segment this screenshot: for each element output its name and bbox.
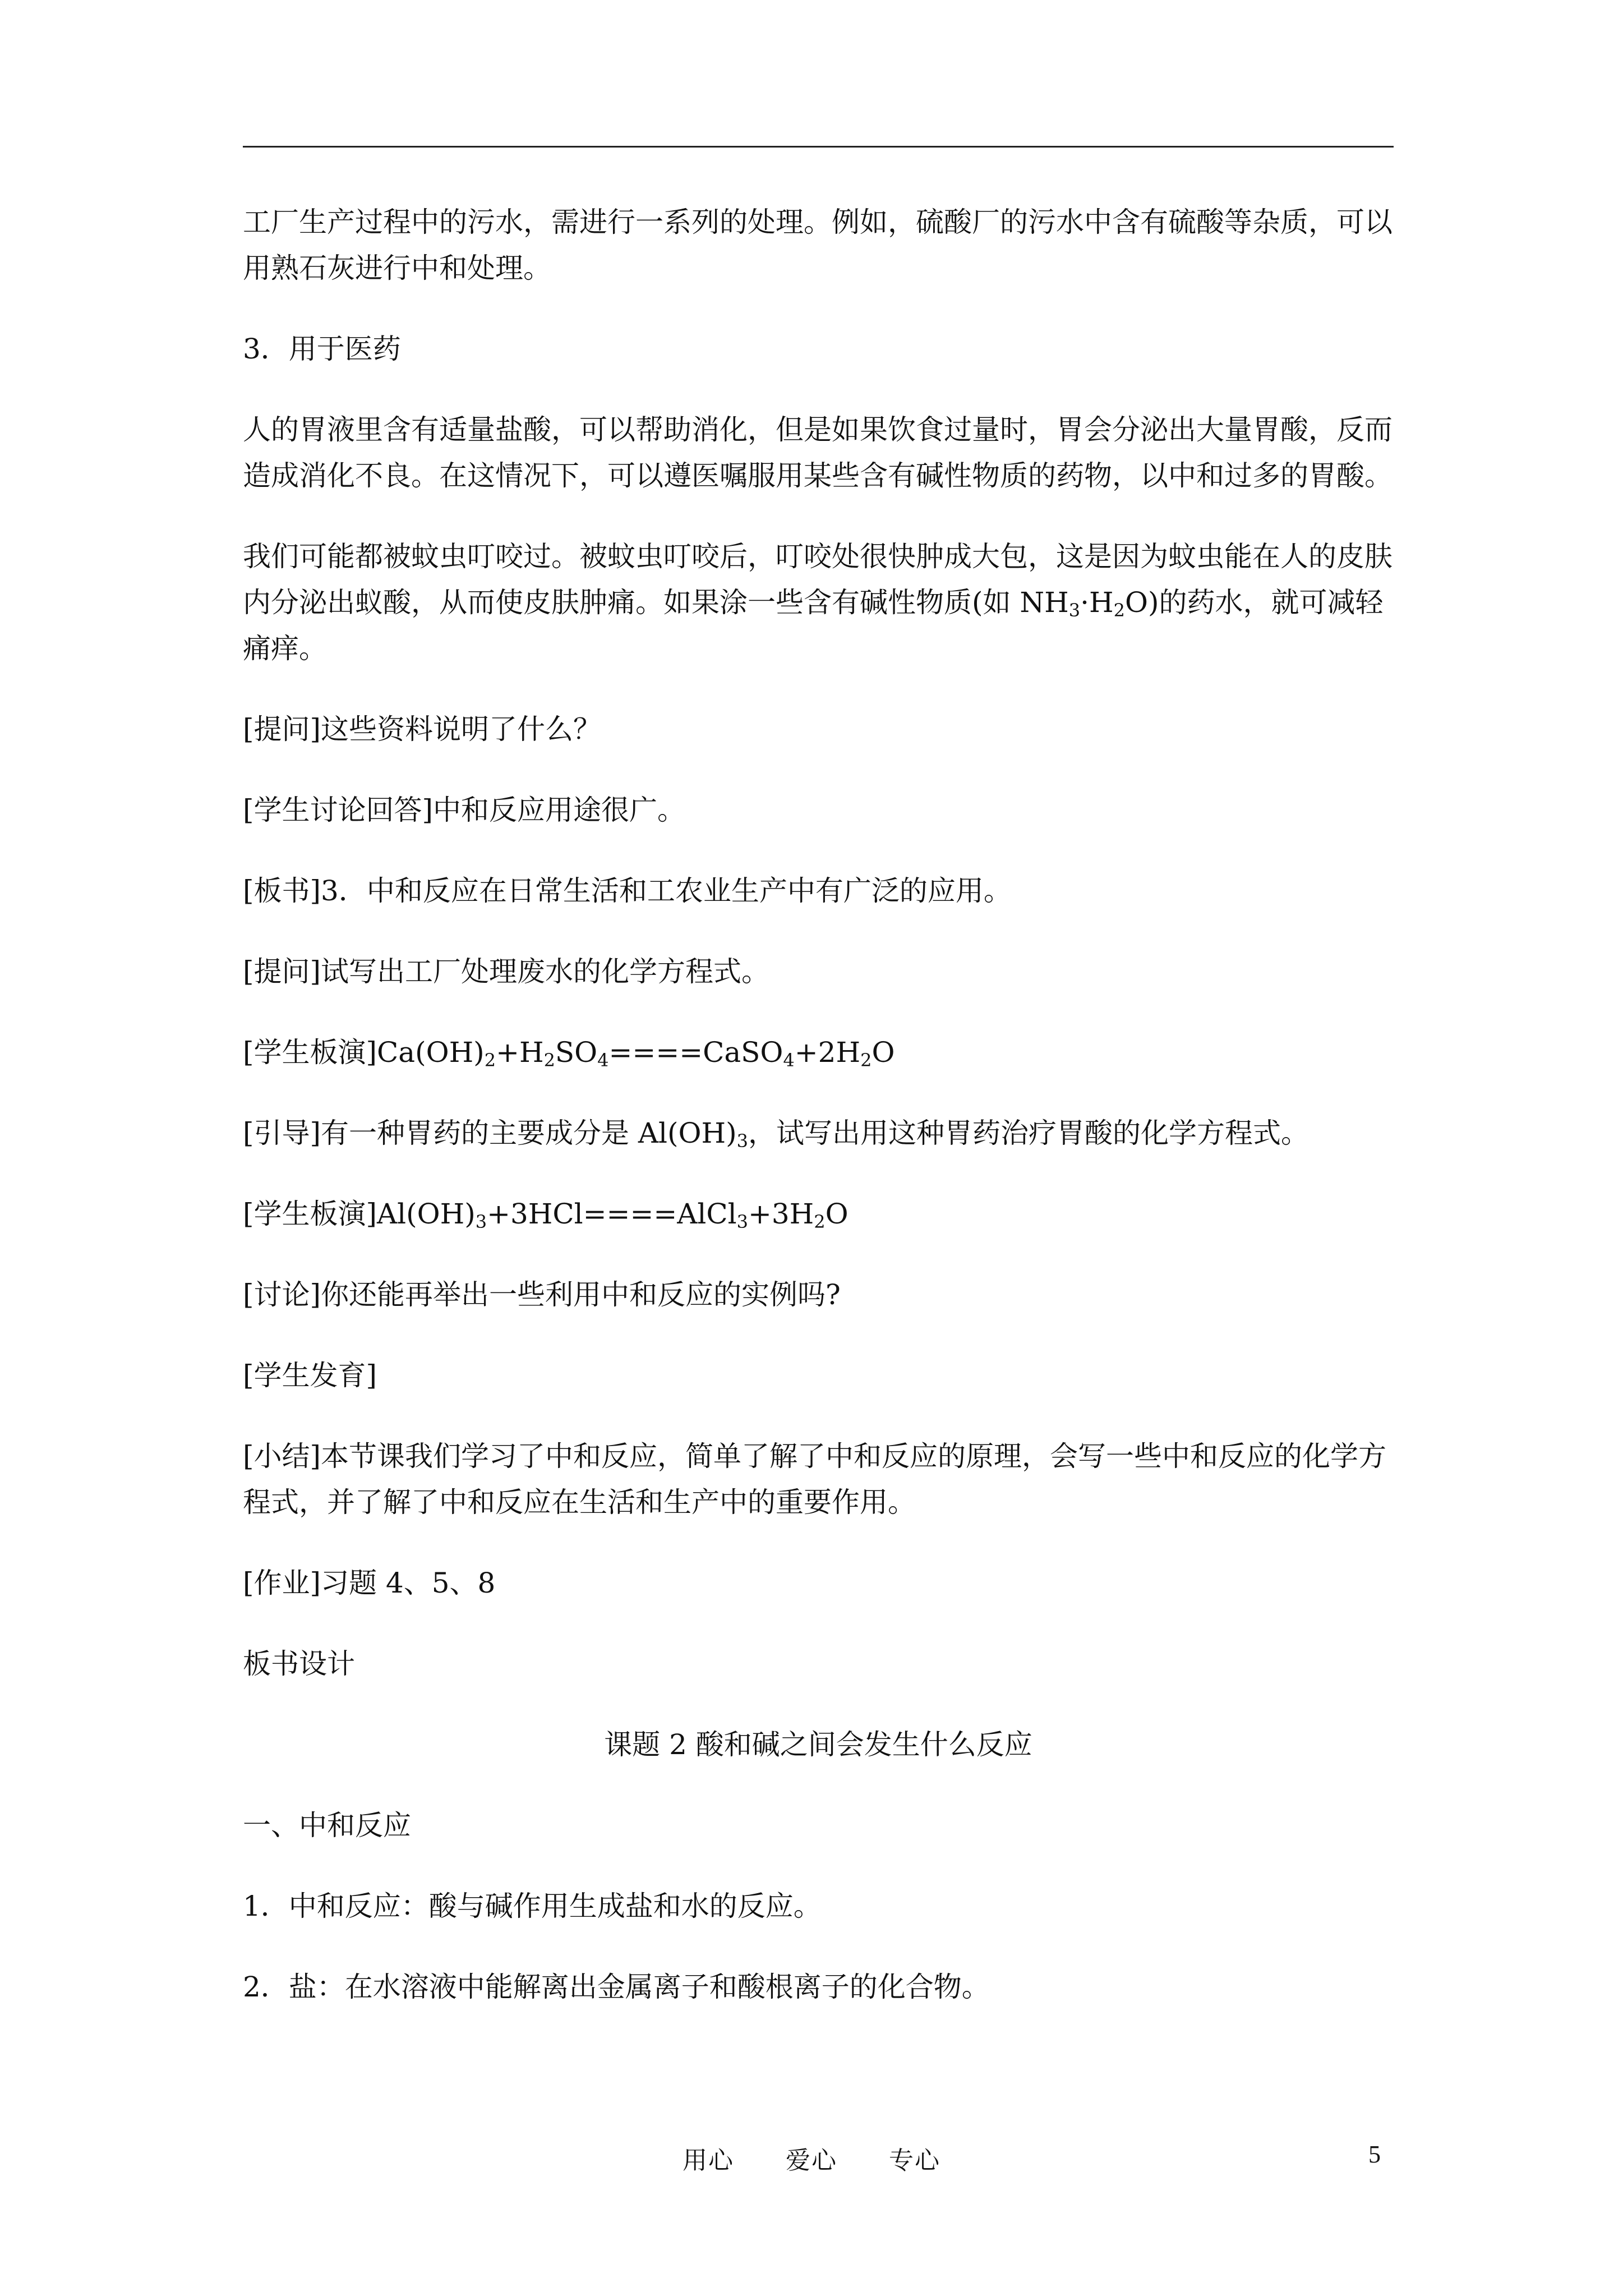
homework: [作业]习题 4、5、8	[243, 1567, 496, 1599]
document-body	[243, 199, 1394, 2045]
paragraph-stomach-acid: 人的胃液里含有适量盐酸，可以帮助消化，但是如果饮食过量时，胃会分泌出大量胃酸，反而造成消化不良。在这情况下，可以遵医嘱服用某些含有碱性物质的药物，以中和过多的胃酸。	[243, 413, 1393, 492]
section-neutralization: 一、中和反应	[243, 1809, 411, 1842]
lesson-title: 课题 2 酸和碱之间会发生什么反应	[604, 1728, 1032, 1761]
student-speak: [学生发育]	[243, 1359, 377, 1392]
student-answer: [学生讨论回答]中和反应用途很广。	[243, 794, 686, 826]
board-design-label: 板书设计	[243, 1648, 355, 1680]
equation-caoh2-h2so4: [学生板演]$Ca(OH)_2+H_2SO_4====CaSO_4+2H_2O$	[243, 1036, 895, 1071]
paragraph-wastewater: 工厂生产过程中的污水，需进行一系列的处理。例如，硫酸厂的污水中含有硫酸等杂质，可以用熟石灰进行中和处理。	[243, 206, 1393, 284]
definition-salt: 2．盐：在水溶液中能解离出金属离子和酸根离子的化合物。	[243, 1971, 990, 2003]
motto-word: 爱心	[786, 2146, 837, 2175]
discussion-question: [讨论]你还能再举出一些利用中和反应的实例吗?	[243, 1278, 841, 1311]
definition-neutralization: 1．中和反应：酸与碱作用生成盐和水的反应。	[243, 1890, 822, 1922]
page-number: 5	[1368, 2141, 1381, 2168]
question-what-shows: [提问]这些资料说明了什么？	[243, 713, 602, 746]
board-note-3: [板书]3．中和反应在日常生活和工农业生产中有广泛的应用。	[243, 875, 1012, 907]
header-rule	[243, 146, 1394, 148]
guide-aloh3: [引导]有一种胃药的主要成分是 $Al(OH)_3$，试写出用这种胃药治疗胃酸的化学方程式。	[243, 1117, 1309, 1152]
paragraph-insect-bite: 我们可能都被蚊虫叮咬过。被蚊虫叮咬后，叮咬处很快肿成大包，这是因为蚊虫能在人的皮肤内分泌出蚁酸，从而使皮肤肿痛。如果涂一些含有碱性物质(如 $NH_3\cdot H_2O$)的药水，就可减轻痛痒。	[243, 540, 1393, 665]
heading-medicine-use: 3．用于医药	[243, 333, 401, 365]
equation-aloh3-hcl: [学生板演]$Al(OH)_3+3HCl====AlCl_3+3H_2O$	[243, 1198, 849, 1232]
motto-word: 专心	[889, 2146, 940, 2175]
summary: [小结]本节课我们学习了中和反应，简单了解了中和反应的原理，会写一些中和反应的化学方程式，并了解了中和反应在生活和生产中的重要作用。	[243, 1440, 1387, 1519]
motto-word: 用心	[683, 2146, 734, 2175]
question-equation: [提问]试写出工厂处理废水的化学方程式。	[243, 955, 770, 988]
